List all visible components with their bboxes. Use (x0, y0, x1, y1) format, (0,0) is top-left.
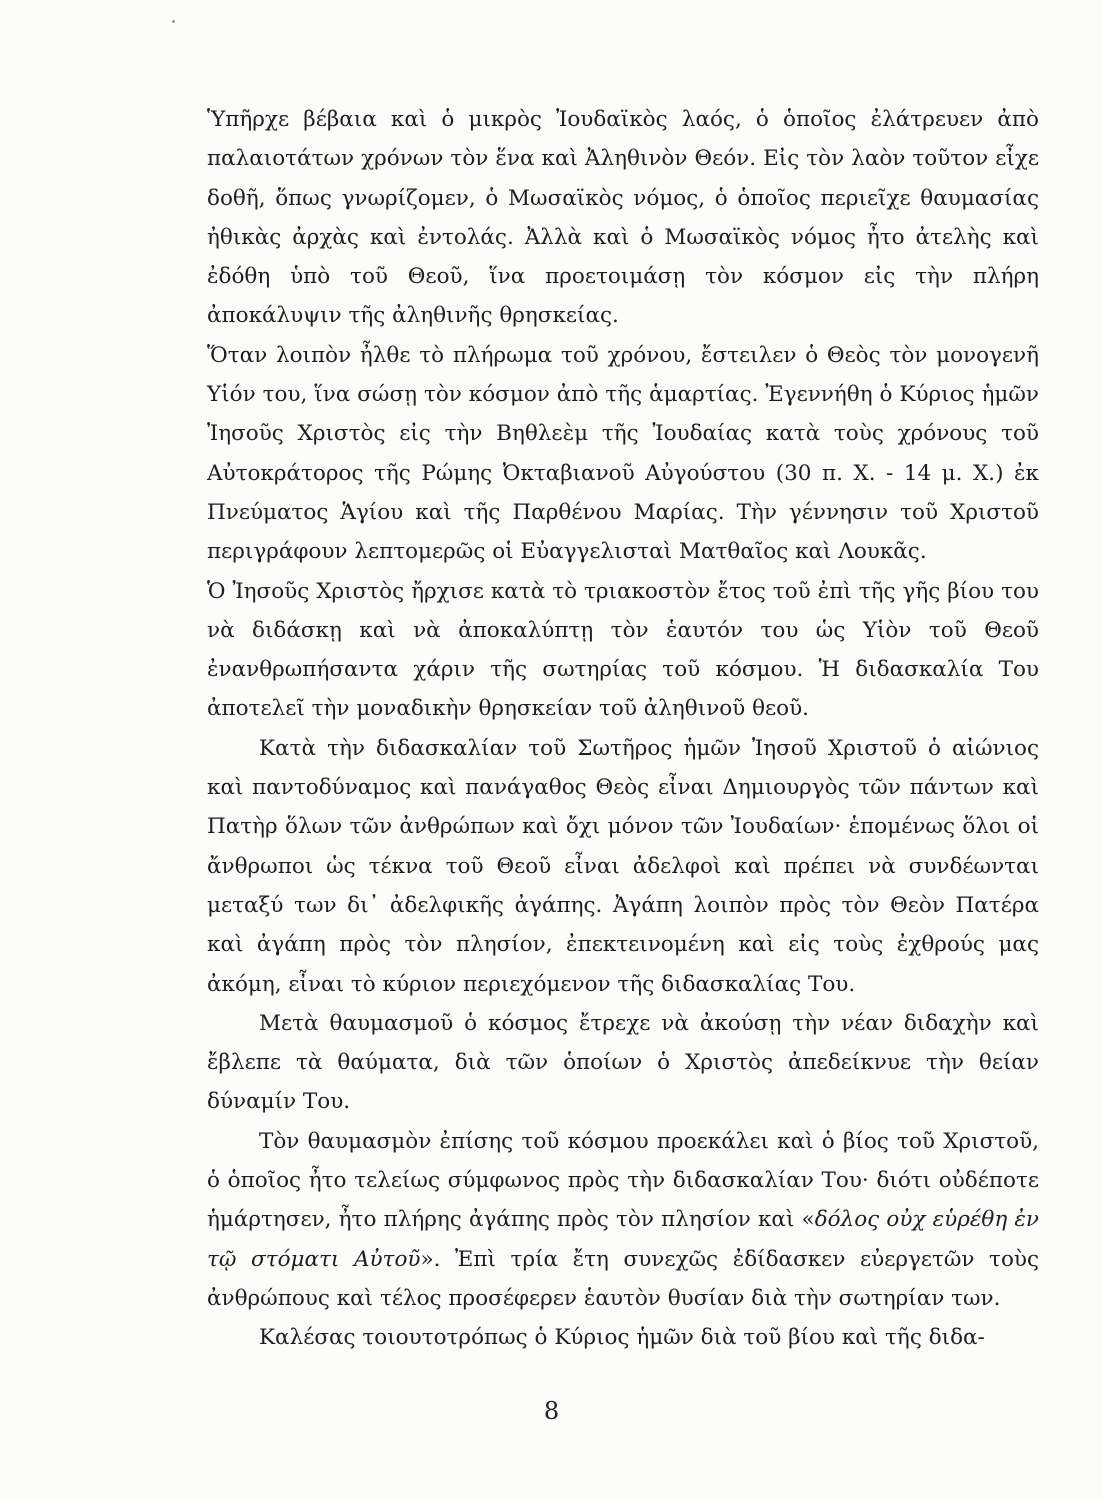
paragraph-6 (207, 1122, 1039, 1318)
scan-dot (172, 20, 175, 23)
page-number: 8 (543, 1397, 560, 1425)
paragraph-7: Καλέσας τοιουτοτρόπως ὁ Κύριος ἡμῶν διὰ τοῦ βίου καὶ τῆς διδα- (259, 1325, 985, 1351)
paragraph-2: Ὅταν λοιπὸν ἦλθε τὸ πλήρωμα τοῦ χρόνου, ἔστειλεν ὁ Θεὸς τὸν μονογενῆ Υἱόν του, ἵνα σώσῃ τὸν κόσμον ἀπὸ τῆς ἁμαρτίας. Ἐγεννήθη ὁ Κύριος ἡμῶν Ἰησοῦς Χριστὸς εἰς τὴν Βηθλεὲμ τῆς Ἰουδαίας κατὰ τοὺς χρόνους τοῦ Αὐτοκράτορος τῆς Ρώμης Ὀκταβιανοῦ Αὐγούστου (30 π. Χ. - 14 μ. Χ.) ἐκ Πνεύματος Ἁγίου καὶ τῆς Παρθένου Μαρίας. Τὴν γέννησιν τοῦ Χριστοῦ περιγράφουν λεπτομερῶς οἱ Εὐαγγελισταὶ Ματθαῖος καὶ Λουκᾶς. (207, 342, 1039, 565)
paragraph-6-text: Τὸν θαυμασμὸν ἐπίσης τοῦ κόσμου προεκάλει καὶ ὁ βίος τοῦ Χριστοῦ, ὁ ὁποῖος ἦτο τελείως σύμφωνος πρὸς τὴν διδασκαλίαν Του· διότι οὐδέποτε ἡμάρτησεν, ἦτο πλήρης ἀγάπης πρὸς τὸν πλησίον καὶ « (207, 1128, 1039, 1233)
paragraph-3: Ὁ Ἰησοῦς Χριστὸς ἤρχισε κατὰ τὸ τριακοστὸν ἔτος τοῦ ἐπὶ τῆς γῆς βίου του νὰ διδάσκῃ καὶ νὰ ἀποκαλύπτῃ τὸν ἑαυτόν του ὡς Υἱὸν τοῦ Θεοῦ ἐνανθρωπήσαντα χάριν τῆς σωτηρίας τοῦ κόσμου. Ἡ διδασκαλία Του ἀποτελεῖ τὴν μοναδικὴν θρησκείαν τοῦ ἀληθινοῦ θεοῦ. (207, 578, 1039, 722)
paragraph-5: Μετὰ θαυμασμοῦ ὁ κόσμος ἔτρεχε νὰ ἀκούσῃ τὴν νέαν διδαχὴν καὶ ἔβλεπε τὰ θαύματα, διὰ τῶν ὁποίων ὁ Χριστὸς ἀπεδείκνυε τὴν θείαν δύναμίν Του. (207, 1010, 1039, 1115)
body-text (207, 100, 1039, 1358)
paragraph-4: Κατὰ τὴν διδασκαλίαν τοῦ Σωτῆρος ἡμῶν Ἰησοῦ Χριστοῦ ὁ αἰώνιος καὶ παντοδύναμος καὶ πανάγαθος Θεὸς εἶναι Δημιουργὸς τῶν πάντων καὶ Πατὴρ ὅλων τῶν ἀνθρώπων καὶ ὄχι μόνον τῶν Ἰουδαίων· ἑπομένως ὅλοι οἱ ἄνθρωποι ὡς τέκνα τοῦ Θεοῦ εἶναι ἀδελφοὶ καὶ πρέπει νὰ συνδέωνται μεταξύ των δι᾽ ἀδελφικῆς ἀγάπης. Ἀγάπη λοιπὸν πρὸς τὸν Θεὸν Πατέρα καὶ ἀγάπη πρὸς τὸν πλησίον, ἐπεκτεινομένη καὶ εἰς τοὺς ἐχθρούς μας ἀκόμη, εἶναι τὸ κύριον περιεχόμενον τῆς διδασκαλίας Του. (207, 735, 1039, 997)
paragraph-1: Ὑπῆρχε βέβαια καὶ ὁ μικρὸς Ἰουδαϊκὸς λαός, ὁ ὁποῖος ἐλάτρευεν ἀπὸ παλαιοτάτων χρόνων τὸν ἕνα καὶ Ἀληθινὸν Θεόν. Εἰς τὸν λαὸν τοῦτον εἶχε δοθῆ, ὅπως γνωρίζομεν, ὁ Μωσαϊκὸς νόμος, ὁ ὁποῖος περιεῖχε θαυμασίας ἠθικὰς ἀρχὰς καὶ ἐντολάς. Ἀλλὰ καὶ ὁ Μωσαϊκὸς νόμος ἦτο ἀτελὴς καὶ ἐδόθη ὑπὸ τοῦ Θεοῦ, ἵνα προετοιμάσῃ τὸν κόσμον εἰς τὴν πλήρη ἀποκάλυψιν τῆς ἀληθινῆς θρησκείας. (207, 107, 1039, 329)
paragraph-6-text-after: ». Ἐπὶ τρία ἔτη συνεχῶς ἐδίδασκεν εὐεργετῶν τοὺς ἀνθρώπους καὶ τέλος προσέφερεν ἑαυτὸν θυσίαν διὰ τὴν σωτηρίαν των. (207, 1246, 1040, 1311)
paragraph-6-quote: δόλος οὐχ εὑρέθη ἐν τῷ στόματι Αὐτοῦ (207, 1207, 1039, 1272)
